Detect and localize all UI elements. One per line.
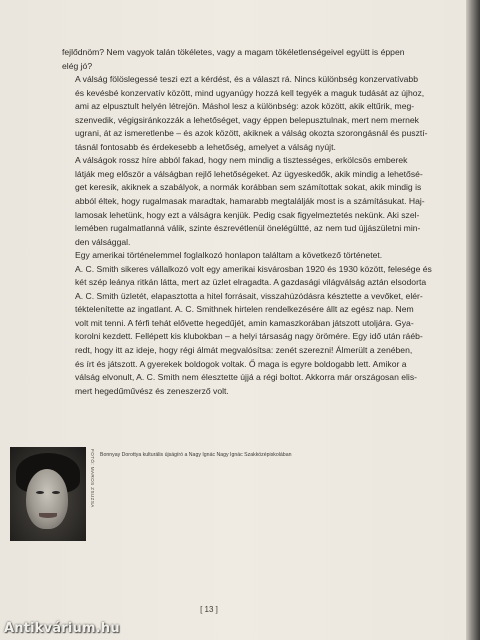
portrait-mouth — [39, 513, 57, 518]
text-line: két szép leánya ritkán látta, mert az üzlet elragadta. A gazdasági világválság aztán elsodorta — [75, 277, 427, 288]
text-line: és kevésbé konzervatív között, mind ugyanúgy hozzá kell tegyék a maguk tudását az újhoz, — [75, 87, 425, 98]
portrait-eye-left — [36, 491, 44, 494]
text-line: szenvedik, végigsiránkozzák a lehetőséget, vagy éppen belepusztulnak, mert nem mernek — [75, 114, 419, 125]
text-line: redt, hogy itt az ideje, hogy régi álmát megvalósítsa: zenét szerezni! Álmerült a zenében, — [75, 345, 413, 356]
paragraph — [62, 249, 442, 398]
text-line: korolni kezdett. Fellépett kis klubokban – a helyi társaság nagy örömére. Egy idő után ráéb- — [75, 331, 423, 342]
text-line: lemében rugalmatlanná válik, szinte észrevétlenül önelégültté, az nem tud újjászületni min- — [75, 223, 421, 234]
author-portrait-photo — [10, 447, 86, 541]
text-line: fejlődnöm? Nem vagyok talán tökéletes, vagy a magam tökéletlenségeivel együtt is éppen — [62, 47, 405, 57]
text-line: A válság fölöslegessé teszi ezt a kérdést, és a választ rá. Nincs különbség konzervatívabb — [75, 74, 418, 85]
text-line: Egy amerikai történelemmel foglalkozó honlapon találtam a következő történetet. — [75, 250, 383, 261]
text-line: den válsággal. — [75, 236, 131, 247]
paragraph — [62, 73, 442, 154]
photo-credit: FOTÓ: MAROS ZSUZSA — [90, 449, 95, 508]
watermark-logo: Antikvárium.hu — [4, 621, 120, 636]
text-line: téktelenítette az ingatlant. A. C. Smithnek hirtelen rendelkezésére állt az egész nap. Nem — [75, 304, 414, 315]
text-line: és írt és játszott. A gyerekek boldogok voltak. Ő maga is egyre boldogabb lett. Amikor a — [75, 358, 407, 369]
text-line: abból éltek, hogy rugalmasak maradtak, hamarabb megtalálják most is a számításukat. Haj- — [75, 196, 425, 207]
text-line: volt mit tenni. A férfi tehát elővette hegedűjét, amin kamaszkorában játszott utoljára. Gya- — [75, 317, 414, 328]
body-text — [62, 46, 442, 398]
text-line: A. C. Smith üzletét, elapasztotta a hitel forrásait, visszahúzódásra késztette a vevőket, elér- — [75, 290, 423, 301]
text-line: tásnál fontosabb és érdekesebb a lehetőség, amelyet a válság nyújt. — [75, 141, 336, 152]
paragraph — [62, 46, 442, 73]
text-line: A. C. Smith sikeres vállalkozó volt egy amerikai kisvárosban 1920 és 1930 között, felesége és — [75, 263, 432, 274]
page-number: [ 13 ] — [200, 605, 218, 614]
text-line: lamosak lehetünk, hogy ezt a válságra kenjük. Pedig csak figyelmeztetés nekünk. Aki szel- — [75, 209, 420, 220]
portrait-face — [26, 469, 68, 529]
text-line: ugrani, át az ismeretlenbe – és azok között, akiknek a válság okozta szorongásnál és pusztí- — [75, 128, 428, 139]
text-line: elég jó? — [62, 60, 93, 71]
paragraph — [62, 154, 442, 249]
text-line: mert hegedűművész és zeneszerző volt. — [75, 385, 229, 396]
text-line: A válságok rossz híre abból fakad, hogy nem mindig a tisztességes, erkölcsös emberek — [75, 155, 408, 166]
page-edge-shadow — [466, 0, 480, 640]
text-line: get keresik, akiknek a szabályok, a normák korábban sem számítottak sokat, akik mindig is — [75, 182, 422, 193]
text-line: ami az elpusztult helyén létrejön. Máshol lesz a különbség: azok között, akik eltűrik, meg- — [75, 101, 415, 112]
text-line: látják meg először a válságban rejlő lehetőségeket. Az ügyeskedők, akik mindig a lehetősé- — [75, 168, 423, 179]
photo-caption: Bonnyay Dorottya kulturális újságíró a Nagy Ignác Nagy Ignác Szakközépiskolában — [100, 452, 292, 458]
text-line: válság elvonult, A. C. Smith nem élesztette újjá a régi boltot. Akkorra már országosan elis- — [75, 372, 417, 383]
portrait-eye-right — [52, 491, 60, 494]
